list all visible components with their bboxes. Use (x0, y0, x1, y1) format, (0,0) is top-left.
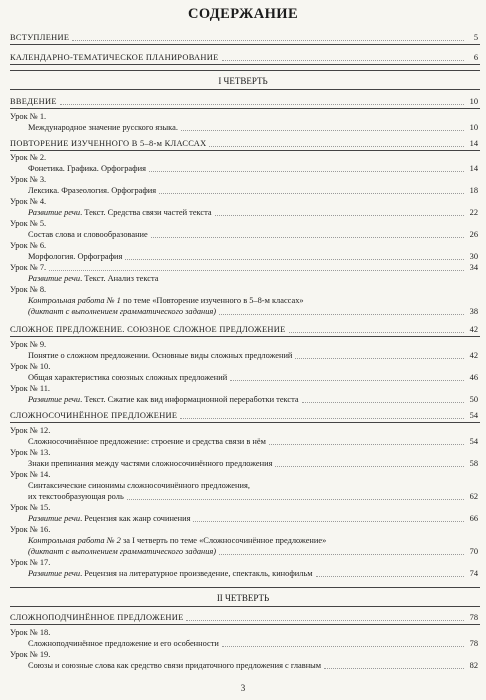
toc-page-ref: 70 (469, 547, 478, 556)
leader-dots (209, 139, 464, 147)
toc-page-ref: 50 (469, 395, 478, 404)
leader-dots (72, 33, 464, 41)
toc-entry-title: Понятие о сложном предложении. Основные виды сложных предложений (28, 351, 293, 360)
toc-entry-title: Урок № 1. (10, 112, 47, 121)
toc-entry-title: СЛОЖНОСОЧИНЁННОЕ ПРЕДЛОЖЕНИЕ (10, 411, 178, 420)
toc-entry-title: (диктант с выполнением грамматического задания) (28, 307, 217, 316)
leader-dots (316, 569, 464, 577)
toc-page-ref: 34 (469, 263, 478, 272)
toc-page-ref: 10 (469, 123, 478, 132)
toc-page-ref: 78 (469, 613, 478, 622)
divider (10, 89, 480, 90)
toc-page-ref: 10 (469, 97, 478, 106)
divider (10, 624, 480, 625)
leader-dots (125, 252, 464, 260)
toc-page-ref: 78 (469, 639, 478, 648)
toc-entry-title: СЛОЖНОПОДЧИНЁННОЕ ПРЕДЛОЖЕНИЕ (10, 613, 184, 622)
leader-dots (219, 307, 464, 315)
leader-dots (193, 514, 464, 522)
toc-page-ref: 26 (469, 230, 478, 239)
toc-entry-title: ПОВТОРЕНИЕ ИЗУЧЕННОГО В 5–8-м КЛАССАХ (10, 139, 207, 148)
toc-page-ref: 38 (469, 307, 478, 316)
toc-page-ref: 18 (469, 186, 478, 195)
leader-dots (180, 411, 464, 419)
toc-entry-title: СЛОЖНОЕ ПРЕДЛОЖЕНИЕ. СОЮЗНОЕ СЛОЖНОЕ ПРЕДЛОЖЕНИЕ (10, 325, 286, 334)
toc-entry-title: Урок № 14. (10, 470, 51, 479)
toc-entry-title: Сложноподчинённое предложение и его особенности (28, 639, 219, 648)
toc-page-ref: 54 (469, 411, 478, 420)
leader-dots (149, 164, 464, 172)
toc-entry-title: Знаки препинания между частями сложносочинённого предложения (28, 459, 273, 468)
toc-entry-title: Состав слова и словообразование (28, 230, 148, 239)
toc-page-ref: 66 (469, 514, 478, 523)
toc-entry-title: Союзы и союзные слова как средство связи придаточного предложения с главным (28, 661, 322, 670)
toc-entry-title: Урок № 13. (10, 448, 51, 457)
toc-page-ref: 6 (473, 53, 478, 62)
toc-entry-title: Урок № 11. (10, 384, 50, 393)
toc-entry-title: Урок № 12. (10, 426, 51, 435)
page-title: СОДЕРЖАНИЕ (187, 6, 299, 22)
leader-dots (324, 661, 464, 669)
toc-page-ref: 30 (469, 252, 478, 261)
toc-page-ref: 42 (469, 351, 478, 360)
toc-page-ref: 5 (473, 33, 478, 42)
toc-entry-title: Урок № 19. (10, 650, 51, 659)
toc-entry-title: Урок № 3. (10, 175, 47, 184)
leader-dots (159, 186, 464, 194)
toc-page-ref: 14 (469, 139, 478, 148)
divider (10, 606, 480, 607)
toc-entry-title: Урок № 7. (10, 263, 47, 272)
toc-entry-title: Международное значение русского языка. (28, 123, 178, 132)
toc-entry-title: Развитие речи. Текст. Средства связи частей текста (28, 208, 212, 217)
leader-dots (219, 547, 464, 555)
page-number: 3 (240, 683, 246, 693)
toc-entry-title: Фонетика. Графика. Орфография (28, 164, 146, 173)
toc-entry-title: Морфология. Орфография (28, 252, 123, 261)
toc-page-ref: 62 (469, 492, 478, 501)
toc-entry-title: Развитие речи. Текст. Сжатие как вид информационной переработки текста (28, 395, 299, 404)
leader-dots (230, 373, 464, 381)
leader-dots (222, 639, 464, 647)
toc-entry-title: Урок № 5. (10, 219, 47, 228)
toc-page-ref: 22 (469, 208, 478, 217)
toc-entry-title: Развитие речи. Рецензия на литературное произведение, спектакль, кинофильм (28, 569, 313, 578)
leader-dots (49, 263, 464, 271)
toc-entry-title: Развитие речи. Текст. Анализ текста (28, 274, 159, 283)
leader-dots (181, 123, 464, 131)
divider (10, 422, 480, 423)
toc-entry-title: Урок № 18. (10, 628, 51, 637)
toc-entry-title: Контрольная работа № 1 по теме «Повторение изученного в 5–8-м классах» (28, 296, 304, 305)
toc-entry-title: Урок № 8. (10, 285, 47, 294)
leader-dots (289, 325, 464, 333)
toc-entry-title: Контрольная работа № 2 за I четверть по теме «Сложносочинённое предложение» (28, 536, 327, 545)
toc-entry-title: Развитие речи. Рецензия как жанр сочинения (28, 514, 191, 523)
divider (10, 150, 480, 151)
toc-entry-title: ВСТУПЛЕНИЕ (10, 33, 70, 42)
leader-dots (215, 208, 464, 216)
toc-entry-title: (диктант с выполнением грамматического задания) (28, 547, 217, 556)
toc-entry-title: Общая характеристика союзных сложных предложений (28, 373, 228, 382)
leader-dots (186, 613, 464, 621)
divider (10, 64, 480, 65)
leader-dots (60, 97, 464, 105)
divider (10, 587, 480, 588)
leader-dots (222, 53, 464, 61)
leader-dots (302, 395, 464, 403)
toc-entry-title: их текстообразующая роль (28, 492, 124, 501)
toc-page-ref: 74 (469, 569, 478, 578)
leader-dots (295, 351, 464, 359)
divider (10, 44, 480, 45)
leader-dots (151, 230, 464, 238)
toc-entry-title: Урок № 2. (10, 153, 47, 162)
toc-entry-title: Урок № 16. (10, 525, 51, 534)
divider (10, 70, 480, 71)
quarter-heading: I ЧЕТВЕРТЬ (218, 76, 268, 86)
toc-entry-title: Урок № 9. (10, 340, 47, 349)
leader-dots (275, 459, 464, 467)
toc-entry-title: Урок № 17. (10, 558, 51, 567)
toc-entry-title: КАЛЕНДАРНО-ТЕМАТИЧЕСКОЕ ПЛАНИРОВАНИЕ (10, 53, 219, 62)
toc-entry-title: Сложносочинённое предложение: строение и средства связи в нём (28, 437, 266, 446)
toc-page-ref: 14 (469, 164, 478, 173)
divider (10, 336, 480, 337)
toc-page-ref: 54 (469, 437, 478, 446)
divider (10, 108, 480, 109)
leader-dots (269, 437, 464, 445)
quarter-heading: II ЧЕТВЕРТЬ (216, 593, 270, 603)
toc-page-ref: 42 (469, 325, 478, 334)
toc-entry-title: Урок № 15. (10, 503, 51, 512)
toc-entry-title: Урок № 10. (10, 362, 51, 371)
toc-page-ref: 46 (469, 373, 478, 382)
toc-entry-title: Синтаксические синонимы сложносочинённого предложения, (28, 481, 250, 490)
toc-page-ref: 82 (469, 661, 478, 670)
toc-entry-title: Лексика. Фразеология. Орфография (28, 186, 157, 195)
toc-entry-title: Урок № 6. (10, 241, 47, 250)
leader-dots (127, 492, 464, 500)
toc-entry-title: ВВЕДЕНИЕ (10, 97, 57, 106)
toc-page-ref: 58 (469, 459, 478, 468)
toc-entry-title: Урок № 4. (10, 197, 47, 206)
